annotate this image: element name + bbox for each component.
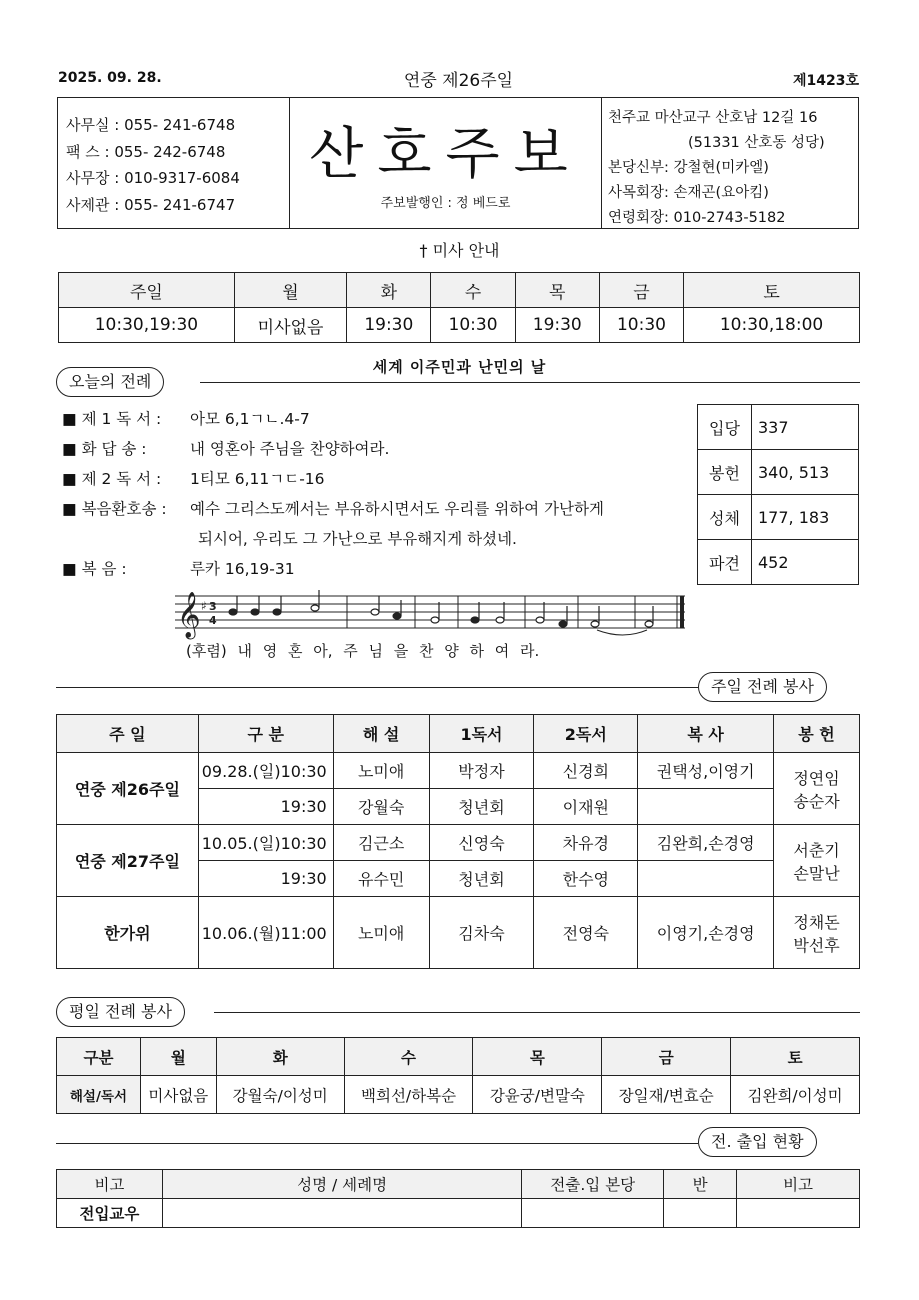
first-reader: 청년회: [429, 789, 534, 825]
hymn-label: 파견: [698, 540, 752, 585]
commentator: 노미애: [333, 897, 429, 969]
column-header: 구분: [57, 1038, 141, 1076]
hymn-label: 봉헌: [698, 450, 752, 495]
transfer-status-heading: 전. 출입 현황: [698, 1127, 817, 1157]
hymn-number: 452: [752, 540, 859, 585]
reading-row: ■ 복 음 : 루카 16,19-31: [62, 560, 295, 578]
column-header: 전출.입 본당: [522, 1170, 664, 1199]
column-header: 1독서: [429, 715, 534, 753]
psalm-music-staff: [175, 590, 687, 640]
second-reader: 전영숙: [534, 897, 638, 969]
mass-time: 10.05.(일)10:30: [198, 825, 333, 861]
mass-schedule-table: [58, 272, 860, 343]
table-row: [57, 897, 860, 969]
column-header: 화: [216, 1038, 344, 1076]
readings-list: [62, 404, 692, 584]
mass-time: 19:30: [515, 308, 599, 343]
column-header: 성명 / 세례명: [162, 1170, 522, 1199]
reading-continuation: 되시어, 우리도 그 가난으로 부유해지게 하셨네.: [198, 530, 517, 548]
svg-text:𝄞: 𝄞: [177, 592, 201, 638]
sunday-duty-heading: 주일 전례 봉사: [698, 672, 827, 702]
address-line: 천주교 마산교구 산호남 12길 16: [608, 110, 818, 126]
second-reader: 한수영: [534, 861, 638, 897]
day-header: 수: [431, 273, 515, 308]
divider: [200, 382, 860, 383]
column-header: 봉 헌: [774, 715, 860, 753]
mass-time: 10:30,19:30: [59, 308, 235, 343]
todays-liturgy-heading: 오늘의 전례: [56, 367, 164, 397]
top-line: [58, 66, 859, 90]
column-header: 주 일: [57, 715, 199, 753]
contact-row: 사무장 : 010-9317-6084: [66, 169, 240, 187]
reading-row: ■ 제 1 독 서 : 아모 6,1ㄱㄴ.4-7: [62, 410, 310, 428]
duty-cell: 백희선/하복순: [344, 1076, 473, 1114]
day-header: 화: [347, 273, 431, 308]
offering-cell: 정연임 송순자: [774, 753, 860, 825]
table-row: [57, 825, 860, 861]
mass-guide-title: † 미사 안내: [419, 241, 500, 260]
liturgy-day-title: 세계 이주민과 난민의 날: [372, 358, 547, 376]
hymn-label: 성체: [698, 495, 752, 540]
column-header: 월: [140, 1038, 216, 1076]
duty-cell: 김완희/이성미: [731, 1076, 860, 1114]
duty-cell: 강윤궁/변말숙: [473, 1076, 602, 1114]
weekday-duty-table: [56, 1037, 860, 1114]
second-reader: 이재원: [534, 789, 638, 825]
day-header: 토: [684, 273, 860, 308]
parish-cell: [522, 1199, 664, 1228]
column-header: 구 분: [198, 715, 333, 753]
svg-text:4: 4: [209, 614, 217, 627]
psalm-lyrics: (후렴) 내 영 혼 아, 주 님 을 찬 양 하 여 라.: [186, 642, 540, 660]
issue-number: 제1423호: [792, 73, 859, 89]
reading-row: ■ 복음환호송 : 예수 그리스도께서는 부유하시면서도 우리를 위하여 가난하게: [62, 500, 604, 518]
mass-time: 미사없음: [234, 308, 346, 343]
duty-cell: 장일재/변효순: [602, 1076, 731, 1114]
row-label: 해설/독서: [57, 1076, 141, 1114]
first-reader: 신영숙: [429, 825, 534, 861]
second-reader: 신경희: [534, 753, 638, 789]
day-header: 금: [599, 273, 683, 308]
masthead: [57, 97, 859, 229]
mass-time: 19:30: [198, 861, 333, 897]
mass-time: 19:30: [198, 789, 333, 825]
table-row: [57, 753, 860, 789]
svg-text:3: 3: [209, 600, 217, 613]
column-header: 해 설: [333, 715, 429, 753]
altar-server: 이영기,손경영: [638, 897, 774, 969]
sunday-name: 연중 제26주일: [57, 753, 199, 825]
bulletin-title: 산호주보: [309, 122, 582, 187]
altar-server: 권택성,이영기: [638, 753, 774, 789]
contact-row: 사무실 : 055- 241-6748: [66, 116, 236, 134]
group-cell: [664, 1199, 737, 1228]
commentator: 노미애: [333, 753, 429, 789]
hymn-label: 입당: [698, 405, 752, 450]
sunday-name: 한가위: [57, 897, 199, 969]
column-header: 비고: [737, 1170, 860, 1199]
issue-date: 2025. 09. 28.: [58, 70, 162, 86]
column-header: 목: [473, 1038, 602, 1076]
commentator: 유수민: [333, 861, 429, 897]
reading-row: ■ 화 답 송 : 내 영혼아 주님을 찬양하여라.: [62, 440, 390, 458]
day-header: 주일: [59, 273, 235, 308]
column-header: 비고: [57, 1170, 163, 1199]
day-header: 목: [515, 273, 599, 308]
mass-time: 10:30: [599, 308, 683, 343]
mass-time: 10.06.(월)11:00: [198, 897, 333, 969]
hymn-table: [697, 404, 859, 585]
commentator: 김근소: [333, 825, 429, 861]
mass-time: 09.28.(일)10:30: [198, 753, 333, 789]
liturgical-week: 연중 제26주일: [403, 71, 514, 91]
altar-server: [638, 861, 774, 897]
pastor: 본당신부: 강철현(미카엘): [608, 160, 769, 176]
offering-cell: 서춘기 손말난: [774, 825, 860, 897]
mass-time: 19:30: [347, 308, 431, 343]
divider: [214, 1012, 860, 1013]
svg-text:♯: ♯: [201, 599, 207, 613]
column-header: 반: [664, 1170, 737, 1199]
mass-time: 10:30,18:00: [684, 308, 860, 343]
weekday-duty-heading: 평일 전례 봉사: [56, 997, 185, 1027]
row-label: 전입교우: [57, 1199, 163, 1228]
publisher: 주보발행인 : 정 베드로: [380, 196, 511, 211]
first-reader: 청년회: [429, 861, 534, 897]
transfer-table: [56, 1169, 860, 1228]
altar-server: 김완희,손경영: [638, 825, 774, 861]
table-row: [57, 1199, 860, 1228]
mass-time: 10:30: [431, 308, 515, 343]
hymn-number: 340, 513: [752, 450, 859, 495]
first-reader: 박정자: [429, 753, 534, 789]
first-reader: 김차숙: [429, 897, 534, 969]
column-header: 수: [344, 1038, 473, 1076]
table-row: [57, 1076, 860, 1114]
divider: [56, 1143, 698, 1144]
hymn-number: 337: [752, 405, 859, 450]
altar-server: [638, 789, 774, 825]
contact-list: [58, 98, 290, 228]
duty-cell: 강월숙/이성미: [216, 1076, 344, 1114]
commentator: 강월숙: [333, 789, 429, 825]
masthead-title-block: [290, 98, 602, 228]
sunday-duty-table: [56, 714, 860, 969]
sunday-name: 연중 제27주일: [57, 825, 199, 897]
divider: [56, 687, 698, 688]
address-line-2: (51331 산호동 성당): [688, 135, 825, 151]
day-header: 월: [234, 273, 346, 308]
duty-cell: 미사없음: [140, 1076, 216, 1114]
parish-info: [602, 98, 858, 228]
column-header: 복 사: [638, 715, 774, 753]
contact-row: 팩 스 : 055- 242-6748: [66, 142, 226, 161]
column-header: 금: [602, 1038, 731, 1076]
column-header: 2독서: [534, 715, 638, 753]
hymn-number: 177, 183: [752, 495, 859, 540]
name-cell: [162, 1199, 522, 1228]
reading-row: ■ 제 2 독 서 : 1티모 6,11ㄱㄷ-16: [62, 470, 325, 488]
offering-cell: 정채돈 박선후: [774, 897, 860, 969]
council-president: 사목회장: 손재곤(요아킴): [608, 185, 769, 201]
youth-president: 연령회장: 010-2743-5182: [608, 210, 786, 226]
second-reader: 차유경: [534, 825, 638, 861]
note-cell: [737, 1199, 860, 1228]
column-header: 토: [731, 1038, 860, 1076]
contact-row: 사제관 : 055- 241-6747: [66, 195, 236, 214]
